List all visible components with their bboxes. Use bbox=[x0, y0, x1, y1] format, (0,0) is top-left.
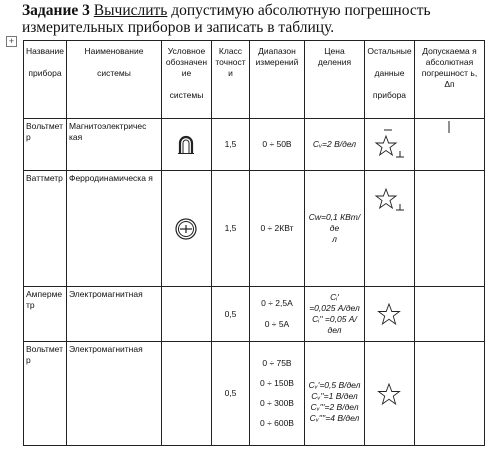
cell-name: Вольтмет р bbox=[24, 119, 67, 171]
table-row bbox=[24, 171, 485, 287]
star-perpendicular-icon bbox=[371, 187, 407, 217]
table-row bbox=[24, 287, 485, 342]
cell-name: Ваттметр bbox=[24, 171, 67, 287]
magnetoelectric-symbol-icon bbox=[175, 134, 197, 156]
cell-symbol bbox=[161, 342, 211, 446]
header-name: Название прибора bbox=[24, 41, 67, 119]
cell-system: Ферродинамическа я bbox=[66, 171, 161, 287]
cell-name: Вольтмет р bbox=[24, 342, 67, 446]
ferrodynamic-symbol-icon bbox=[174, 217, 198, 241]
header-range: Диапазон измерений bbox=[249, 41, 304, 119]
cell-system: Магнитоэлектричес кая bbox=[66, 119, 161, 171]
header-symbol: Условное обозначен ие системы bbox=[161, 41, 211, 119]
cell-division: Cᵥ'=0,5 В/дел Cᵥ''=1 В/дел Cᵥ'''=2 В/дел Cᵥ''''=4 В/дел bbox=[304, 342, 364, 446]
header-other: Остальные данные прибора bbox=[364, 41, 414, 119]
cell-range: 0 ÷ 50В bbox=[249, 119, 304, 171]
cell-error[interactable] bbox=[414, 171, 484, 287]
cell-symbol bbox=[161, 287, 211, 342]
star-perpendicular-icon bbox=[371, 128, 407, 162]
header-row bbox=[24, 41, 485, 119]
cell-range: 0 ÷ 2,5А 0 ÷ 5А bbox=[249, 287, 304, 342]
cell-name: Амперме тр bbox=[24, 287, 67, 342]
star-icon bbox=[377, 383, 401, 405]
task-text: допустимую абсолютную погрешность измерительных приборов и записать в таблицу. bbox=[22, 2, 431, 36]
header-division: Цена деления bbox=[304, 41, 364, 119]
table-row bbox=[24, 119, 485, 171]
cell-division: Cᵢ' =0,025 А/дел Cᵢ'' =0,05 А/дел bbox=[304, 287, 364, 342]
cell-class: 1,5 bbox=[211, 119, 249, 171]
task-verb: Вычислить bbox=[93, 2, 168, 19]
cell-range: 0 ÷ 2КВт bbox=[249, 171, 304, 287]
table-move-handle-icon[interactable]: + bbox=[6, 36, 17, 47]
cell-other bbox=[364, 119, 414, 171]
header-class: Класс точност и bbox=[211, 41, 249, 119]
cell-system: Электромагнитная bbox=[66, 342, 161, 446]
header-error: Допускаема я абсолютная погрешност ь, Δп bbox=[414, 41, 484, 119]
cell-error[interactable] bbox=[414, 287, 484, 342]
cell-class: 0,5 bbox=[211, 342, 249, 446]
text-cursor-icon bbox=[447, 121, 451, 133]
cell-symbol bbox=[161, 119, 211, 171]
cell-class: 1,5 bbox=[211, 171, 249, 287]
cell-symbol bbox=[161, 171, 211, 287]
cell-system: Электромагнитная bbox=[66, 287, 161, 342]
cell-other bbox=[364, 342, 414, 446]
cell-error[interactable] bbox=[414, 342, 484, 446]
task-heading bbox=[22, 2, 492, 36]
cell-error[interactable] bbox=[414, 119, 484, 171]
cell-division: Cw=0,1 КВт/де л bbox=[304, 171, 364, 287]
cell-class: 0,5 bbox=[211, 287, 249, 342]
star-icon bbox=[377, 303, 401, 325]
cell-range: 0 ÷ 75В 0 ÷ 150В 0 ÷ 300В 0 ÷ 600В bbox=[249, 342, 304, 446]
header-system: Наименование системы bbox=[66, 41, 161, 119]
cell-other bbox=[364, 171, 414, 287]
table-row bbox=[24, 342, 485, 446]
instruments-table bbox=[23, 40, 485, 446]
cell-other bbox=[364, 287, 414, 342]
task-label: Задание 3 bbox=[22, 2, 90, 19]
cell-division: Cᵥ=2 В/дел bbox=[304, 119, 364, 171]
